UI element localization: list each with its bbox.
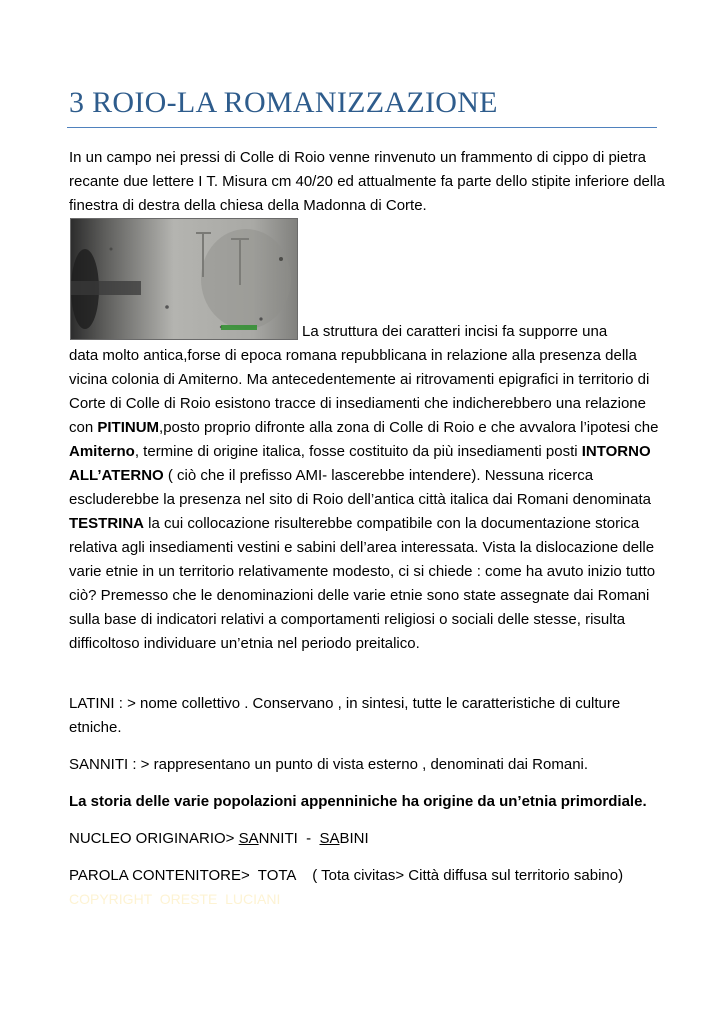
testrina-bold: TESTRINA <box>69 515 144 532</box>
stone-inscription-photo <box>70 218 298 340</box>
latini-paragraph: LATINI : > nome collettivo . Conservano , in sintesi, tutte le caratteristiche di culture etniche. <box>69 695 621 736</box>
chapter-heading: 3 ROIO-LA ROMANIZZAZIONE <box>69 86 498 119</box>
sabini-underlined: SA <box>319 830 340 847</box>
body-text: , termine di origine italica, fosse costituito da più insediamenti posti <box>134 443 582 460</box>
body-text: la cui collocazione risulterebbe compatibile con la documentazione storica relativa agli insediamenti vestini e sabini dell’area interessata. Vista la dislocazione delle varie etnie in un territorio relativamente modesto, ci si chiede : come ha avuto inizio tutto ciò? Premesso che le denominazioni delle varie etnie sono state assegnate dai Romani sulla base di indicatori relativi a comportamenti religiosi o sociali delle stesse, risulta difficoltoso individuare un’etnia nel periodo preitalico. <box>69 515 656 652</box>
body-text: ,posto proprio difronte alla zona di Colle di Roio e che avvalora l’ipotesi che <box>159 419 659 436</box>
caption-start: La struttura dei caratteri incisi fa supporre una <box>302 323 608 340</box>
photo-graphic <box>71 219 298 340</box>
parola-paragraph: PAROLA CONTENITORE> TOTA ( Tota civitas> Città diffusa sul territorio sabino) <box>69 867 624 884</box>
sabini-rest: BINI <box>339 830 369 847</box>
nucleo-paragraph <box>69 827 669 851</box>
sanniti-rest: NNITI <box>258 830 298 847</box>
body-text: data molto antica,forse di epoca romana repubblicana in relazione alla presenza della vicina colonia di Amiterno. Ma antecedentemente ai ritrovamenti epigrafici in territorio di Corte di Colle di Roio esistono tracce di insediamenti che indicherebbero una relazione con <box>69 347 650 436</box>
intro-paragraph: In un campo nei pressi di Colle di Roio venne rinvenuto un frammento di cippo di pietra recante due lettere I T. Misura cm 40/20 ed attualmente fa parte dello stipite inferiore della finestra di destra della chiesa della Madonna di Corte. <box>69 149 665 214</box>
storia-paragraph: La storia delle varie popolazioni appenniniche ha origine da un’etnia primordiale. <box>69 793 647 810</box>
amiterno-bold: Amiterno <box>69 443 135 460</box>
nucleo-separator: - <box>297 830 320 847</box>
body-text: ( ciò che il prefisso AMI- lascerebbe intendere). Nessuna ricerca escluderebbe la presenza nel sito di Roio dell’antica città italica dai Romani denominata <box>69 467 652 508</box>
sanniti-paragraph: SANNITI : > rappresentano un punto di vista esterno , denominati dai Romani. <box>69 756 589 773</box>
heading-rule <box>67 127 657 128</box>
aterno-bold: INTORNO ALL’ATERNO <box>69 443 651 484</box>
sanniti-underlined: SA <box>238 830 259 847</box>
nucleo-prefix: NUCLEO ORIGINARIO> <box>69 830 239 847</box>
body-paragraph <box>69 344 669 656</box>
copyright-notice: COPYRIGHT ORESTE LUCIANI <box>69 891 281 907</box>
pitinum-bold: PITINUM <box>97 419 160 436</box>
